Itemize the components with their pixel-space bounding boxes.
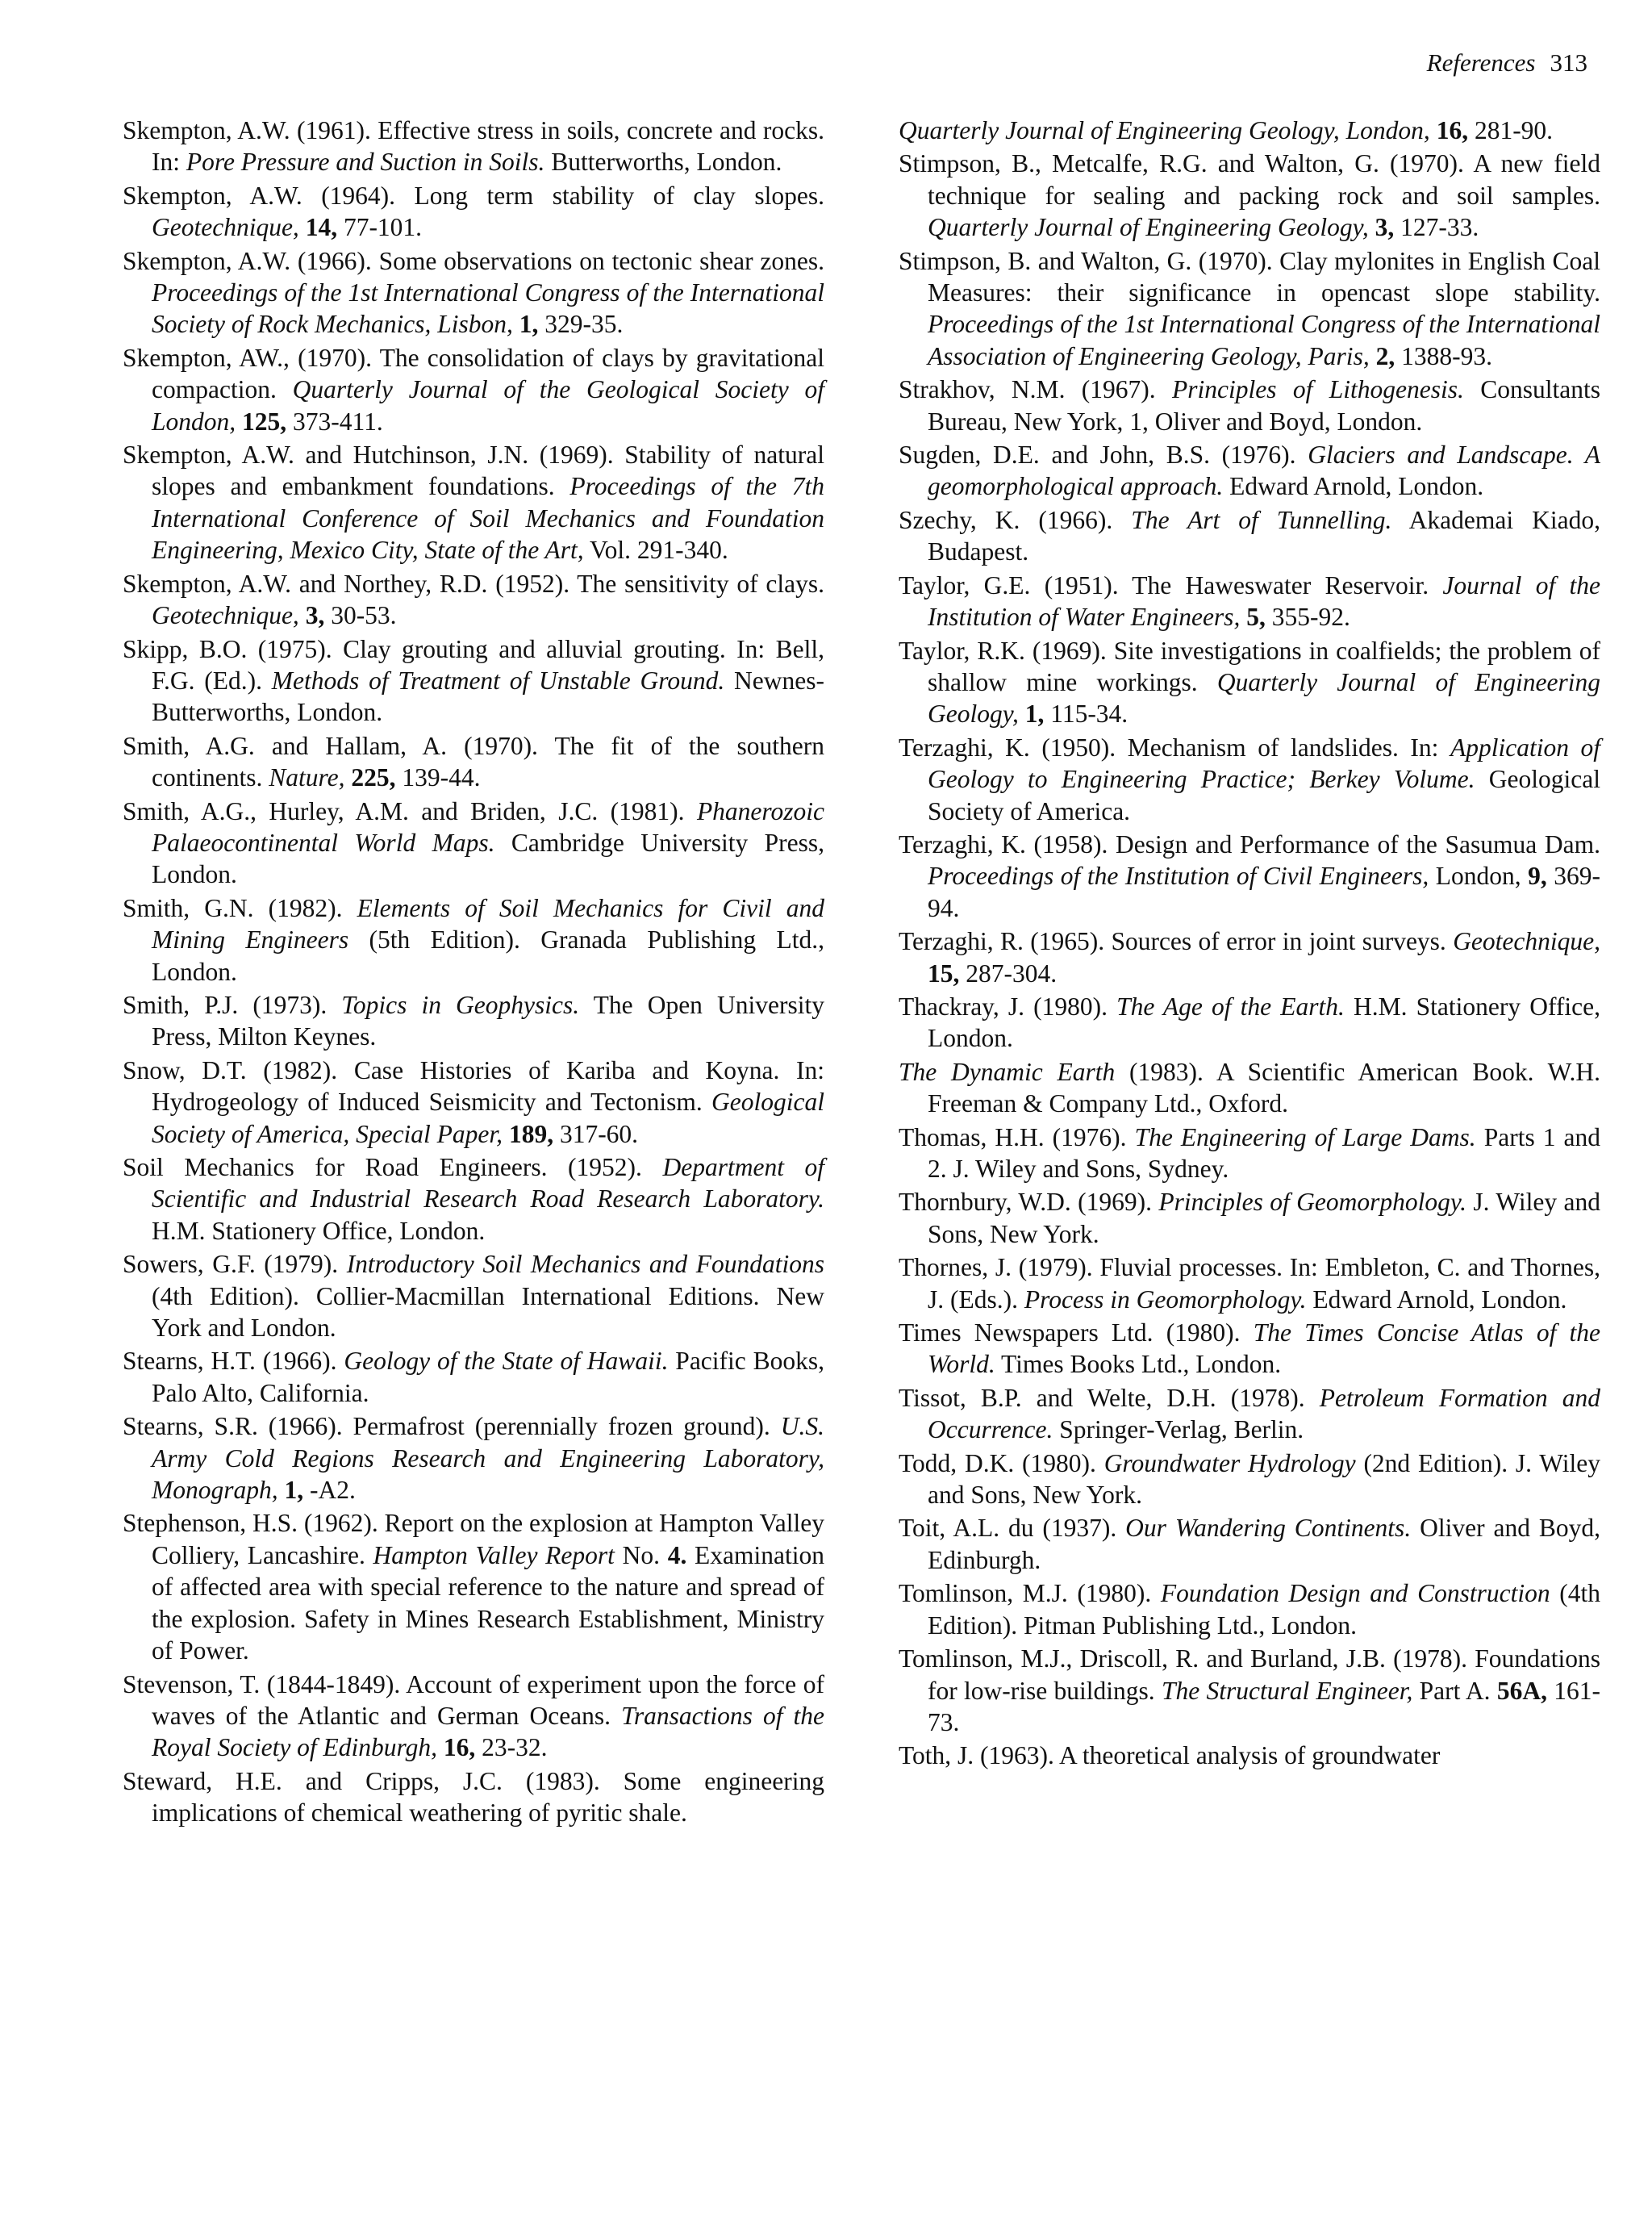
right-reference-column: [899, 115, 1600, 1773]
reference-text: Pore Pressure and Suction in Soils.: [186, 148, 545, 177]
reference-text: The Open University Press, Milton Keynes.: [152, 990, 824, 1051]
reference-text: The Art of Tunnelling.: [1131, 505, 1392, 534]
reference-text: Sugden, D.E. and John, B.S. (1976).: [899, 441, 1308, 470]
reference-text: Stimpson, B. and Walton, G. (1970). Clay mylonites in English Coal Measures: their significance in opencast slope stability.: [899, 246, 1600, 307]
reference-text: Elements of Soil Mechanics for Civil and Mining Engineers: [152, 893, 824, 955]
reference-text: Smith, P.J. (1973).: [123, 990, 342, 1019]
reference-text: The Dynamic Earth: [899, 1057, 1116, 1086]
reference-text: Strakhov, N.M. (1967).: [899, 375, 1173, 404]
reference-text: Thornes, J. (1979). Fluvial processes. In: Embleton, C. and Thornes, J. (Eds.).: [899, 1253, 1600, 1314]
reference-text: Akademai Kiado, Budapest.: [928, 505, 1600, 566]
reference-entry: [899, 732, 1600, 827]
reference-text: 9,: [1528, 862, 1547, 891]
reference-text: 139-44.: [395, 763, 481, 792]
reference-text: London,: [1429, 862, 1529, 891]
reference-text: Quarterly Journal of Engineering Geology,: [928, 667, 1600, 729]
page-number: 313: [1550, 48, 1587, 77]
reference-text: Geology of the State of Hawaii.: [344, 1347, 669, 1376]
reference-text: [299, 213, 306, 241]
reference-text: Proceedings of the 1st International Congress of the International Association of Engineering Geology, Paris,: [928, 310, 1600, 370]
reference-text: Tomlinson, M.J. (1980).: [899, 1579, 1161, 1608]
reference-text: Terzaghi, K. (1950). Mechanism of landslides. In:: [899, 733, 1450, 762]
reference-entry: [123, 342, 824, 437]
reference-text: (2nd Edition). J. Wiley and Sons, New York.: [928, 1448, 1600, 1510]
reference-text: Part A.: [1412, 1676, 1497, 1705]
reference-text: Skempton, A.W. and Northey, R.D. (1952). The sensitivity of clays.: [123, 569, 824, 598]
reference-entry: [899, 991, 1600, 1055]
reference-text: 15,: [928, 959, 960, 988]
reference-text: 1,: [519, 310, 539, 339]
reference-text: The Age of the Earth.: [1116, 992, 1345, 1021]
reference-entry: [899, 1056, 1600, 1120]
reference-text: Department of Scientific and Industrial Research Road Research Laboratory.: [152, 1153, 824, 1214]
reference-text: Toth, J. (1963). A theoretical analysis of groundwater: [899, 1741, 1441, 1770]
reference-text: 16,: [1436, 116, 1469, 144]
reference-text: 125,: [242, 407, 287, 436]
reference-text: 23-32.: [475, 1733, 548, 1762]
reference-text: H.M. Stationery Office, London.: [152, 1216, 486, 1245]
reference-text: Nature,: [269, 763, 345, 792]
reference-text: Smith, G.N. (1982).: [123, 893, 357, 922]
reference-text: Skempton, A.W. and Hutchinson, J.N. (1969). Stability of natural slopes and embankment foundations.: [123, 441, 824, 501]
reference-text: Butterworths, London.: [544, 148, 782, 177]
reference-text: No.: [614, 1540, 668, 1569]
reference-text: (1983). A Scientific American Book. W.H. Freeman & Company Ltd., Oxford.: [928, 1057, 1601, 1118]
reference-text: 3,: [305, 601, 325, 630]
reference-entry: [123, 115, 824, 178]
reference-text: Steward, H.E. and Cripps, J.C. (1983). Some engineering implications of chemical weathering of pyritic shale.: [123, 1766, 824, 1828]
reference-entry: [899, 1251, 1600, 1315]
reference-entry: [123, 1248, 824, 1343]
reference-text: Parts 1 and 2. J. Wiley and Sons, Sydney.: [928, 1122, 1601, 1183]
reference-text: 2,: [1375, 341, 1395, 370]
reference-text: 1388-93.: [1395, 341, 1492, 370]
reference-text: 14,: [305, 213, 338, 242]
reference-text: [1369, 213, 1375, 241]
reference-text: Stearns, H.T. (1966).: [123, 1347, 344, 1376]
reference-entry: [899, 1186, 1600, 1250]
reference-text: Geological Society of America, Special Paper,: [152, 1088, 824, 1148]
reference-entry: [123, 1669, 824, 1764]
reference-text: Vol. 291-340.: [583, 536, 728, 565]
reference-text: Consultants Bureau, New York, 1, Oliver and Boyd, London.: [928, 375, 1601, 436]
reference-text: 77-101.: [337, 213, 423, 242]
reference-text: Stimpson, B., Metcalfe, R.G. and Walton, G. (1970). A new field technique for sealing and packing rock and soil samples.: [899, 149, 1600, 210]
reference-entry: [123, 1055, 824, 1150]
reference-entry: [123, 1151, 824, 1247]
reference-text: Geotechnique,: [152, 213, 299, 242]
reference-text: Examination of affected area with special reference to the nature and spread of the explosion. Safety in Mines Research Establishment, Ministry of Power.: [152, 1540, 824, 1665]
running-head: [1427, 47, 1587, 79]
reference-text: The Times Concise Atlas of the World.: [928, 1318, 1600, 1379]
reference-text: Skempton, A.W. (1961). Effective stress in soils, concrete and rocks. In:: [123, 116, 824, 177]
reference-entry: [123, 730, 824, 794]
reference-text: [236, 407, 242, 436]
reference-entry: [123, 568, 824, 632]
reference-text: Our Wandering Continents.: [1125, 1514, 1412, 1543]
reference-text: Foundation Design and Construction: [1160, 1579, 1550, 1608]
reference-text: Groundwater Hydrology: [1103, 1448, 1356, 1477]
reference-entry: [123, 1765, 824, 1829]
reference-text: [1019, 700, 1025, 728]
reference-entry: [123, 892, 824, 988]
reference-text: Principles of Lithogenesis.: [1172, 375, 1464, 404]
reference-text: Application of Geology to Engineering Practice; Berkey Volume.: [928, 733, 1600, 794]
reference-text: Introductory Soil Mechanics and Foundations: [346, 1250, 824, 1279]
reference-text: Terzaghi, K. (1958). Design and Performance of the Sasumua Dam.: [899, 829, 1600, 858]
running-head-title: References: [1426, 48, 1536, 77]
reference-text: 369-94.: [928, 862, 1601, 922]
reference-text: Phanerozoic Palaeocontinental World Maps.: [152, 796, 824, 857]
reference-text: Proceedings of the Institution of Civil Engineers,: [928, 862, 1429, 891]
reference-entry: [899, 115, 1600, 146]
reference-text: The Engineering of Large Dams.: [1134, 1122, 1476, 1151]
reference-text: Edward Arnold, London.: [1223, 472, 1484, 501]
reference-text: [503, 1120, 509, 1148]
reference-entry: [123, 1345, 824, 1409]
reference-text: 3,: [1375, 213, 1395, 242]
reference-text: (5th Edition). Granada Publishing Ltd., London.: [152, 925, 825, 986]
reference-text: [1370, 342, 1376, 370]
reference-entry: [899, 148, 1600, 243]
reference-text: 161-73.: [928, 1676, 1600, 1736]
reference-text: [513, 310, 519, 338]
reference-text: J. Wiley and Sons, New York.: [928, 1188, 1600, 1248]
reference-text: 225,: [351, 763, 396, 792]
reference-text: Stevenson, T. (1844-1849). Account of experiment upon the force of waves of the Atlantic and German Oceans.: [123, 1669, 824, 1730]
reference-text: Springer-Verlag, Berlin.: [1053, 1415, 1304, 1444]
reference-text: 127-33.: [1394, 213, 1479, 242]
reference-text: Geotechnique,: [1453, 927, 1600, 956]
reference-text: [1430, 116, 1437, 144]
reference-text: 329-35.: [538, 310, 624, 339]
reference-text: U.S. Army Cold Regions Research and Engineering Laboratory, Monograph,: [152, 1412, 824, 1505]
reference-text: 1,: [284, 1476, 304, 1505]
reference-text: 4.: [667, 1540, 687, 1569]
reference-text: (4th Edition). Pitman Publishing Ltd., London.: [928, 1579, 1600, 1640]
reference-text: Tomlinson, M.J., Driscoll, R. and Burland, J.B. (1978). Foundations for low-rise buildings.: [899, 1644, 1600, 1705]
reference-text: Thackray, J. (1980).: [899, 992, 1117, 1021]
reference-text: Times Newspapers Ltd. (1980).: [899, 1318, 1254, 1347]
reference-text: Geological Society of America.: [928, 765, 1600, 825]
reference-text: Times Books Ltd., London.: [995, 1350, 1282, 1379]
reference-entry: [123, 1507, 824, 1666]
reference-text: -A2.: [303, 1476, 356, 1505]
reference-text: Geotechnique,: [152, 601, 299, 630]
reference-text: (4th Edition). Collier-Macmillan International Editions. New York and London.: [152, 1281, 824, 1343]
reference-text: Transactions of the Royal Society of Edinburgh,: [152, 1701, 824, 1762]
reference-text: Szechy, K. (1966).: [899, 505, 1132, 534]
reference-entry: [899, 1122, 1600, 1185]
reference-text: Petroleum Formation and Occurrence.: [928, 1383, 1600, 1444]
reference-text: Oliver and Boyd, Edinburgh.: [928, 1514, 1601, 1574]
reference-entry: [899, 439, 1600, 503]
reference-text: Skempton, A.W. (1964). Long term stability of clay slopes.: [123, 181, 824, 210]
reference-text: Glaciers and Landscape. A geomorphological approach.: [928, 441, 1600, 501]
reference-text: 287-304.: [959, 959, 1058, 988]
reference-entry: [899, 1643, 1600, 1738]
reference-text: H.M. Stationery Office, London.: [928, 992, 1600, 1053]
reference-text: 30-53.: [324, 601, 397, 630]
reference-entry: [899, 374, 1600, 437]
reference-text: Smith, A.G., Hurley, A.M. and Briden, J.C. (1981).: [123, 796, 697, 825]
reference-entry: [899, 245, 1600, 373]
reference-text: Quarterly Journal of Engineering Geology, London,: [899, 116, 1430, 144]
reference-text: Pacific Books, Palo Alto, California.: [152, 1347, 824, 1407]
reference-text: Principles of Geomorphology.: [1158, 1188, 1467, 1217]
reference-entry: [123, 633, 824, 729]
reference-text: 189,: [508, 1119, 554, 1148]
reference-text: Proceedings of the 1st International Congress of the International Society of Rock Mechanics, Lisbon,: [152, 278, 824, 339]
reference-text: Hampton Valley Report: [373, 1540, 615, 1569]
reference-entry: [123, 1410, 824, 1506]
reference-text: Stephenson, H.S. (1962). Report on the explosion at Hampton Valley Colliery, Lancashire.: [123, 1509, 824, 1569]
reference-text: Skipp, B.O. (1975). Clay grouting and alluvial grouting. In: Bell, F.G. (Ed.).: [123, 634, 824, 695]
reference-text: 115-34.: [1044, 700, 1128, 729]
reference-text: Skempton, AW., (1970). The consolidation of clays by gravitational compaction.: [123, 343, 824, 404]
reference-text: 5,: [1246, 603, 1266, 632]
reference-text: Todd, D.K. (1980).: [899, 1448, 1104, 1477]
reference-entry: [123, 245, 824, 340]
reference-text: 1,: [1024, 700, 1045, 729]
reference-text: Skempton, A.W. (1966). Some observations on tectonic shear zones.: [123, 246, 824, 275]
reference-entry: [899, 925, 1600, 989]
left-reference-column: [123, 115, 824, 1831]
reference-text: 317-60.: [553, 1119, 639, 1148]
reference-entry: [899, 1577, 1600, 1641]
reference-text: Proceedings of the 7th International Conference of Soil Mechanics and Foundation Engineering, Mexico City, State of the Art,: [152, 472, 824, 565]
reference-text: The Structural Engineer,: [1161, 1676, 1413, 1705]
reference-entry: [123, 180, 824, 244]
reference-text: Smith, A.G. and Hallam, A. (1970). The fit of the southern continents.: [123, 731, 824, 792]
reference-text: Taylor, G.E. (1951). The Haweswater Reservoir.: [899, 570, 1443, 599]
reference-entry: [899, 1382, 1600, 1446]
reference-entry: [899, 1317, 1600, 1381]
reference-text: Topics in Geophysics.: [341, 990, 580, 1019]
reference-text: Taylor, R.K. (1969). Site investigations in coalfields; the problem of shallow mine workings.: [899, 636, 1600, 696]
reference-text: Quarterly Journal of the Geological Society of London,: [152, 375, 825, 436]
reference-text: Toit, A.L. du (1937).: [899, 1514, 1126, 1543]
reference-entry: [899, 570, 1600, 633]
reference-entry: [899, 635, 1600, 730]
reference-text: 355-92.: [1265, 603, 1350, 632]
reference-text: [299, 601, 306, 629]
reference-entry: [899, 1740, 1600, 1771]
reference-text: [278, 1476, 285, 1504]
reference-text: Quarterly Journal of Engineering Geology,: [928, 213, 1369, 242]
reference-text: Soil Mechanics for Road Engineers. (1952).: [123, 1153, 663, 1181]
reference-text: Edward Arnold, London.: [1306, 1285, 1567, 1314]
reference-text: Thomas, H.H. (1976).: [899, 1122, 1135, 1151]
reference-text: Thornbury, W.D. (1969).: [899, 1188, 1159, 1217]
reference-entry: [899, 829, 1600, 924]
reference-entry: [899, 504, 1600, 568]
reference-text: 373-411.: [286, 407, 383, 436]
reference-entry: [899, 1448, 1600, 1511]
reference-entry: [123, 439, 824, 566]
reference-text: Process in Geomorphology.: [1024, 1285, 1307, 1314]
reference-text: 56A,: [1496, 1676, 1547, 1705]
reference-text: Sowers, G.F. (1979).: [123, 1250, 347, 1279]
reference-text: Journal of the Institution of Water Engineers,: [928, 570, 1600, 632]
reference-text: Newnes-Butterworths, London.: [152, 666, 824, 727]
reference-entry: [899, 1512, 1600, 1576]
reference-text: Stearns, S.R. (1966). Permafrost (perennially frozen ground).: [123, 1412, 781, 1441]
reference-text: Snow, D.T. (1982). Case Histories of Kariba and Koyna. In: Hydrogeology of Induced Seismicity and Tectonism.: [123, 1055, 824, 1117]
reference-text: Terzaghi, R. (1965). Sources of error in joint surveys.: [899, 927, 1454, 956]
reference-text: [437, 1733, 444, 1761]
reference-text: Methods of Treatment of Unstable Ground.: [271, 666, 725, 695]
reference-entry: [123, 796, 824, 891]
reference-text: Cambridge University Press, London.: [152, 828, 824, 889]
reference-entry: [123, 989, 824, 1053]
reference-text: 16,: [443, 1733, 476, 1762]
reference-text: 281-90.: [1468, 116, 1554, 144]
reference-text: Tissot, B.P. and Welte, D.H. (1978).: [899, 1383, 1320, 1412]
